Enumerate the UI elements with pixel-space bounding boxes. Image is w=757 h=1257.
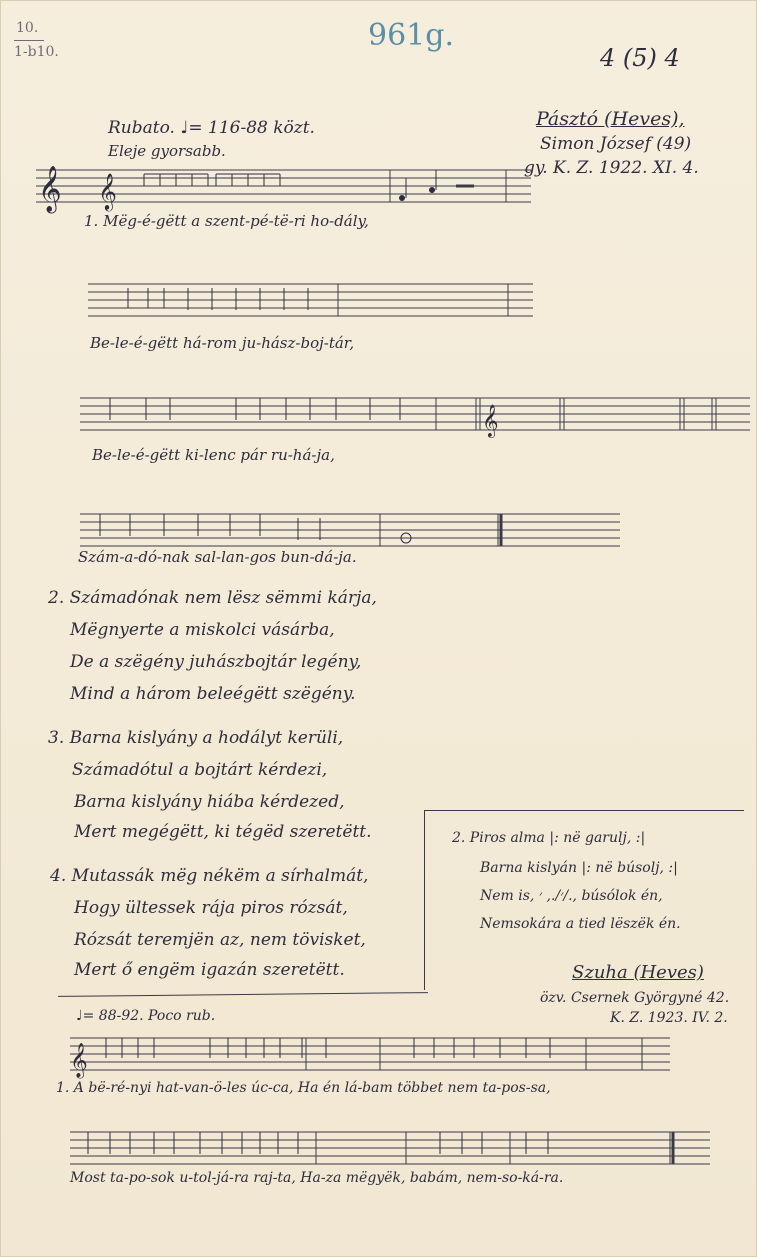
variant-line-1: 2. Piros alma |: në garulj, :|: [452, 830, 646, 846]
music-staff-1: [36, 160, 531, 220]
svg-text:𝄞: 𝄞: [38, 166, 62, 212]
pencil-divider: [14, 40, 44, 41]
variant-line-4: Nemsokára a tied lëszëk én.: [480, 916, 681, 932]
tempo-marking: Rubato. ♩= 116-88 közt.: [108, 118, 315, 138]
lyric-line-1: 1. Mëg-é-gëtt a szent-pé-të-ri ho-dály,: [84, 212, 369, 230]
song2-lyric-line-2: Most ta-po-sok u-tol-já-ra raj-ta, Ha-za mëgyëk, babám, nem-so-ká-ra.: [70, 1170, 564, 1186]
svg-text:𝄞: 𝄞: [70, 1043, 88, 1078]
verse-3-line-3: Barna kislyány hiába kérdezed,: [74, 792, 345, 812]
collector-date: gy. K. Z. 1922. XI. 4.: [524, 158, 699, 178]
catalog-number: 961g.: [368, 18, 455, 53]
song2-singer: özv. Csernek Györgyné 42.: [540, 990, 730, 1006]
svg-text:𝄞: 𝄞: [482, 404, 499, 437]
collection-place: Pásztó (Heves),: [536, 108, 685, 130]
verse-2-line-2: Mëgnyerte a miskolci vásárba,: [70, 620, 335, 640]
variant-box-left-rule: [424, 810, 425, 990]
song2-place: Szuha (Heves): [572, 962, 704, 983]
lyric-line-3: Be-le-é-gëtt ki-lenc pár ru-há-ja,: [92, 446, 335, 464]
page-number: 4 (5) 4: [600, 44, 680, 72]
verse-3-line-4: Mert megégëtt, ki tégëd szeretëtt.: [74, 822, 372, 842]
song2-lyric-line-1: 1. A bë-ré-nyi hat-van-ö-les úc-ca, Ha én lá-bam többet nem ta-pos-sa,: [56, 1080, 551, 1096]
verse-2-line-3: De a szëgény juhászbojtár legény,: [70, 652, 362, 672]
lyric-line-2: Be-le-é-gëtt há-rom ju-hász-boj-tár,: [90, 334, 355, 352]
variant-box-top-rule: [424, 810, 744, 811]
verse-3-line-2: Számadótul a bojtárt kérdezi,: [72, 760, 328, 780]
music-staff-6: [70, 1124, 710, 1174]
verse-3-line-1: 3. Barna kislyány a hodályt kerüli,: [48, 728, 344, 748]
lyric-line-4: Szám-a-dó-nak sal-lan-gos bun-dá-ja.: [78, 548, 357, 566]
verse-4-line-3: Rózsát teremjën az, nem tövisket,: [74, 930, 366, 950]
verse-4-line-2: Hogy ültessek rája piros rózsát,: [74, 898, 348, 918]
variant-line-2: Barna kislyán |: në búsolj, :|: [480, 860, 678, 876]
pencil-subnumber: 1-b10.: [14, 44, 59, 60]
variant-line-3: Nem is, ׳/., ׳/., búsólok én,: [480, 888, 663, 904]
song2-tempo: ♩= 88-92. Poco rub.: [76, 1008, 216, 1024]
song2-collector: K. Z. 1923. IV. 2.: [610, 1010, 728, 1026]
song-separator: [58, 992, 428, 997]
svg-text:𝄞: 𝄞: [98, 172, 117, 210]
verse-4-line-4: Mert ő engëm igazán szeretëtt.: [74, 960, 345, 980]
pencil-number: 10.: [16, 20, 39, 36]
verse-2-line-1: 2. Számadónak nem lësz sëmmi kárja,: [48, 588, 377, 608]
music-staff-3: [80, 392, 750, 442]
music-staff-2: [88, 278, 533, 328]
verse-2-line-4: Mind a három beleégëtt szëgény.: [70, 684, 356, 704]
tempo-note: Eleje gyorsabb.: [108, 142, 226, 160]
music-staff-5: [70, 1030, 670, 1080]
singer-name: Simon József (49): [540, 134, 692, 154]
verse-4-line-1: 4. Mutassák mëg nékëm a sírhalmát,: [50, 866, 369, 886]
